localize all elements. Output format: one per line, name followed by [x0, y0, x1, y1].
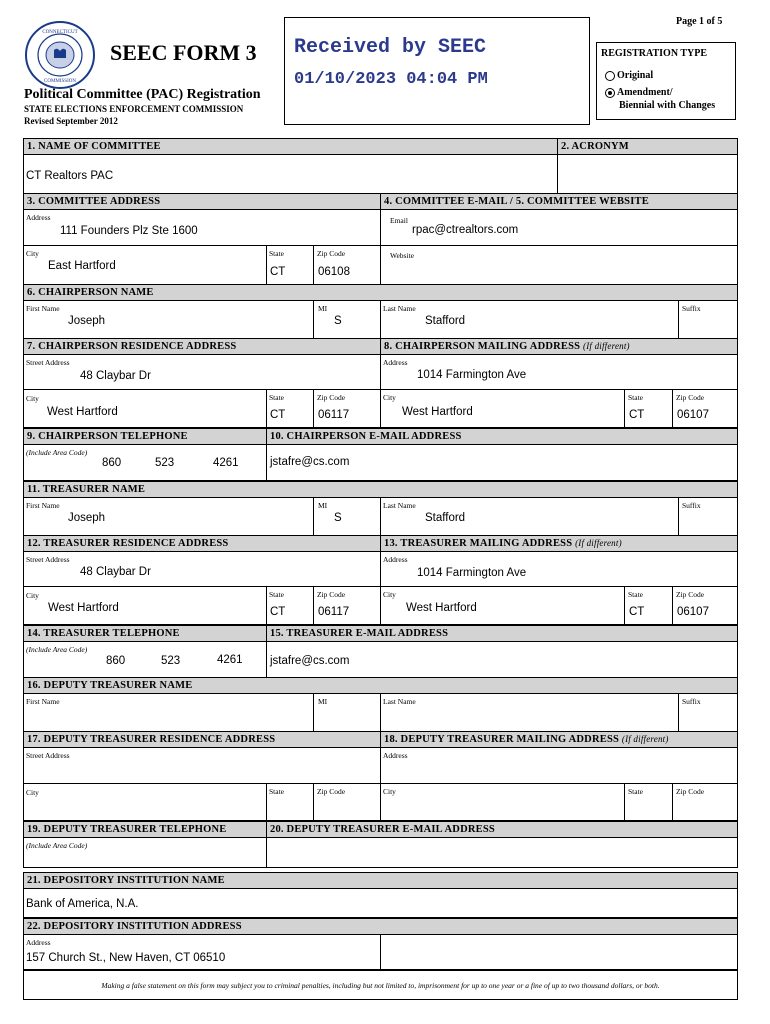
treas-phone-prefix: 523 — [161, 655, 181, 667]
website-label: Website — [390, 251, 414, 260]
state-label: State — [628, 393, 643, 402]
committee-email-value[interactable]: rpac@ctrealtors.com — [412, 224, 519, 236]
treas-mi-value[interactable]: S — [334, 512, 342, 524]
form-title: SEEC FORM 3 — [110, 40, 257, 65]
chair-phone-area: 860 — [102, 457, 122, 469]
committee-zip-value[interactable]: 06108 — [318, 266, 350, 278]
mail-address-label: Address — [383, 555, 408, 564]
street-label: Street Address — [26, 751, 70, 760]
chair-mail-city-value[interactable]: West Hartford — [402, 406, 473, 418]
chair-mail-state-value[interactable]: CT — [629, 409, 645, 421]
chair-res-zip-value[interactable]: 06117 — [318, 409, 350, 421]
committee-email-block — [380, 209, 738, 285]
first-name-label: First Name — [26, 501, 60, 510]
section-10-header: 10. CHAIRPERSON E-MAIL ADDRESS — [266, 428, 738, 445]
treas-mail-state-value[interactable]: CT — [629, 606, 645, 618]
treas-mail-city-value[interactable]: West Hartford — [406, 602, 477, 614]
section-12-header: 12. TREASURER RESIDENCE ADDRESS — [23, 535, 381, 552]
area-code-label: (Include Area Code) — [26, 841, 88, 850]
zip-label: Zip Code — [317, 787, 346, 796]
treas-mail-address-value[interactable]: 1014 Farmington Ave — [417, 567, 527, 579]
zip-label: Zip Code — [676, 393, 705, 402]
chair-phone-prefix: 523 — [155, 457, 175, 469]
state-label: State — [269, 249, 284, 258]
amendment-label-2: Biennial with Changes — [619, 100, 716, 111]
zip-label: Zip Code — [317, 393, 346, 402]
mi-label: MI — [318, 501, 328, 510]
zip-label: Zip Code — [676, 590, 705, 599]
city-label: City — [383, 590, 396, 599]
section-3-header: 3. COMMITTEE ADDRESS — [23, 193, 381, 210]
section-21-header: 21. DEPOSITORY INSTITUTION NAME — [23, 872, 738, 889]
svg-text:CONNECTICUT: CONNECTICUT — [42, 30, 78, 35]
treas-res-state-value[interactable]: CT — [270, 606, 286, 618]
chair-res-street-value[interactable]: 48 Claybar Dr — [80, 370, 151, 382]
original-label: Original — [617, 70, 654, 81]
registration-type-title: REGISTRATION TYPE — [601, 48, 708, 59]
section-9-header: 9. CHAIRPERSON TELEPHONE — [23, 428, 267, 445]
first-name-label: First Name — [26, 304, 60, 313]
svg-text:COMMISSION: COMMISSION — [44, 79, 76, 84]
mail-address-label: Address — [383, 751, 408, 760]
city-label: City — [383, 787, 396, 796]
treas-phone-line: 4261 — [217, 654, 243, 666]
zip-label: Zip Code — [317, 249, 346, 258]
section-15-header: 15. TREASURER E-MAIL ADDRESS — [266, 625, 738, 642]
chair-last-value[interactable]: Stafford — [425, 315, 466, 327]
section-14-header: 14. TREASURER TELEPHONE — [23, 625, 267, 642]
email-label: Email — [390, 216, 408, 225]
state-label: State — [628, 590, 643, 599]
treas-res-street-value[interactable]: 48 Claybar Dr — [80, 566, 151, 578]
original-radio[interactable] — [605, 71, 615, 81]
last-name-label: Last Name — [383, 697, 416, 706]
city-label: City — [26, 788, 39, 797]
treas-last-value[interactable]: Stafford — [425, 512, 466, 524]
section-17-header: 17. DEPUTY TREASURER RESIDENCE ADDRESS — [23, 731, 381, 748]
state-label: State — [269, 393, 284, 402]
deputy-mailing-block[interactable] — [380, 747, 738, 821]
chair-res-state-value[interactable]: CT — [270, 409, 286, 421]
section-11-header: 11. TREASURER NAME — [23, 481, 738, 498]
section-8-header: 8. CHAIRPERSON MAILING ADDRESS (If different) — [380, 338, 738, 355]
zip-label: Zip Code — [317, 590, 346, 599]
committee-city-value[interactable]: East Hartford — [48, 260, 116, 272]
city-label: City — [383, 393, 396, 402]
section-19-header: 19. DEPUTY TREASURER TELEPHONE — [23, 821, 267, 838]
mi-label: MI — [318, 304, 328, 313]
acronym-field[interactable] — [557, 154, 738, 194]
treas-email-value: jstafre@cs.com — [270, 655, 350, 667]
section-2-header: 2. ACRONYM — [557, 138, 738, 155]
chair-mail-zip-value[interactable]: 06107 — [677, 409, 709, 421]
suffix-label: Suffix — [682, 697, 701, 706]
chair-res-city-value[interactable]: West Hartford — [47, 406, 118, 418]
chair-email-value: jstafre@cs.com — [270, 456, 350, 468]
bank-address-value: 157 Church St., New Haven, CT 06510 — [26, 952, 226, 964]
zip-label: Zip Code — [676, 787, 705, 796]
registration-type-box — [596, 42, 736, 120]
treas-phone-area: 860 — [106, 655, 126, 667]
street-label: Street Address — [26, 358, 70, 367]
city-label: City — [26, 394, 39, 403]
treas-res-zip-value[interactable]: 06117 — [318, 606, 350, 618]
agency-name: STATE ELECTIONS ENFORCEMENT COMMISSION — [24, 104, 244, 114]
first-name-label: First Name — [26, 697, 60, 706]
chair-phone-line: 4261 — [213, 457, 239, 469]
deputy-residence-block[interactable] — [23, 747, 381, 821]
suffix-label: Suffix — [682, 304, 701, 313]
mail-address-label: Address — [383, 358, 408, 367]
area-code-label: (Include Area Code) — [26, 645, 88, 654]
deputy-email-field[interactable] — [266, 837, 738, 868]
section-13-header: 13. TREASURER MAILING ADDRESS (If different) — [380, 535, 738, 552]
state-label: State — [269, 787, 284, 796]
last-name-label: Last Name — [383, 501, 416, 510]
chair-mi-value[interactable]: S — [334, 315, 342, 327]
committee-name-value: CT Realtors PAC — [26, 170, 114, 182]
seal-icon — [24, 20, 96, 90]
committee-address-value[interactable]: 111 Founders Plz Ste 1600 — [60, 225, 198, 237]
area-code-label: (Include Area Code) — [26, 448, 88, 457]
mi-label: MI — [318, 697, 328, 706]
chair-first-value[interactable]: Joseph — [68, 315, 106, 327]
received-stamp — [284, 17, 590, 125]
treas-res-city-value[interactable]: West Hartford — [48, 602, 119, 614]
section-18-header: 18. DEPUTY TREASURER MAILING ADDRESS (If different) — [380, 731, 738, 748]
address-label: Address — [26, 213, 51, 222]
received-stamp-line1: Received by SEEC — [294, 36, 487, 59]
committee-state-value[interactable]: CT — [270, 266, 286, 278]
treas-mail-zip-value[interactable]: 06107 — [677, 606, 709, 618]
page-number: Page 1 of 5 — [676, 16, 723, 27]
section-7-header: 7. CHAIRPERSON RESIDENCE ADDRESS — [23, 338, 381, 355]
section-22-header: 22. DEPOSITORY INSTITUTION ADDRESS — [23, 918, 738, 935]
city-label: City — [26, 249, 39, 258]
state-label: State — [628, 787, 643, 796]
section-1-header: 1. NAME OF COMMITTEE — [23, 138, 558, 155]
section-16-header: 16. DEPUTY TREASURER NAME — [23, 677, 738, 694]
city-label: City — [26, 591, 39, 600]
state-label: State — [269, 590, 284, 599]
section-20-header: 20. DEPUTY TREASURER E-MAIL ADDRESS — [266, 821, 738, 838]
revised-date: Revised September 2012 — [24, 116, 118, 126]
bank-name-value: Bank of America, N.A. — [26, 898, 139, 910]
street-label: Street Address — [26, 555, 70, 564]
amendment-radio[interactable] — [605, 88, 615, 98]
section-45-header: 4. COMMITTEE E-MAIL / 5. COMMITTEE WEBSITE — [380, 193, 738, 210]
suffix-label: Suffix — [682, 501, 701, 510]
section-6-header: 6. CHAIRPERSON NAME — [23, 284, 738, 301]
footer-warning: Making a false statement on this form may subject you to criminal penalties, including but not limited to, imprisonment for up to one year or a fine of up to two thousand dollars, or both. — [101, 981, 660, 990]
chair-mail-address-value[interactable]: 1014 Farmington Ave — [417, 369, 527, 381]
address-label: Address — [26, 938, 51, 947]
treas-first-value[interactable]: Joseph — [68, 512, 106, 524]
last-name-label: Last Name — [383, 304, 416, 313]
form-subtitle: Political Committee (PAC) Registration — [24, 87, 261, 102]
amendment-label: Amendment/ — [617, 87, 673, 98]
received-stamp-line2: 01/10/2023 04:04 PM — [294, 70, 488, 89]
